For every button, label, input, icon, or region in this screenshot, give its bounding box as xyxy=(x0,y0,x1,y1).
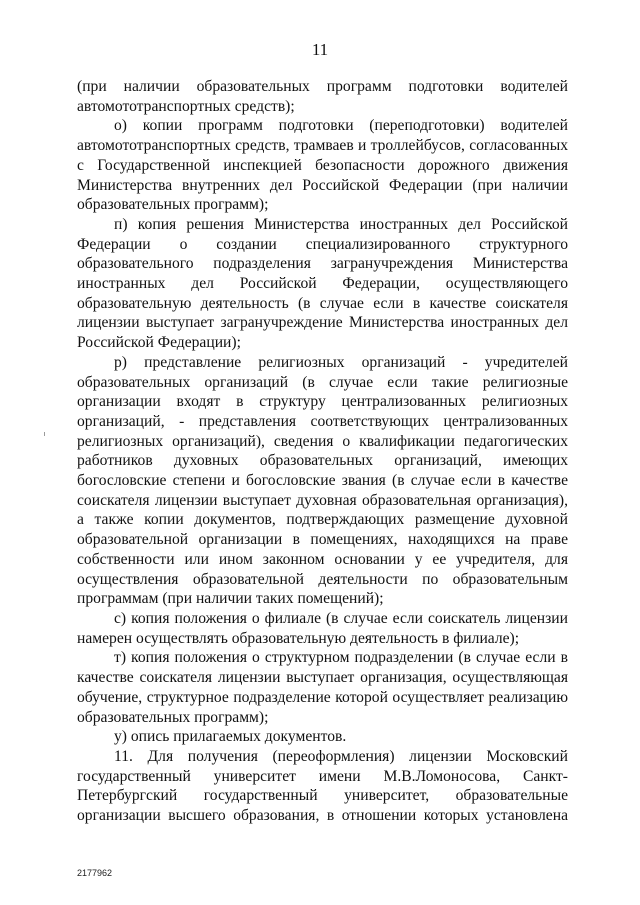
document-code: 2177962 xyxy=(77,868,113,878)
paragraph-item-t: т) копия положения о структурном подразделении (в случае если в качестве соискателя лицензии выступает организация, осуществляющая обучение, структурное подразделение которой осуществляет реализацию образовательных программ); xyxy=(77,649,568,726)
paragraph-item-s: с) копия положения о филиале (в случае если соискатель лицензии намерен осуществлять образовательную деятельность в филиале); xyxy=(77,609,568,647)
document-body xyxy=(77,77,568,826)
margin-mark xyxy=(44,432,45,436)
paragraph-item-r: р) представление религиозных организаций - учредителей образовательных организаций (в случае если такие религиозные организации входят в структуру централизованных религиозных организаций, - представления соответствующих централизованных религиозных организаций), сведения о квалификации педагогических работников духовных образовательных организаций, имеющих богословские степени и богословские звания (в случае если в качестве соискателя лицензии выступает духовная образовательная организация), а также копии документов, подтверждающих размещение духовной образовательной организации в помещениях, находящихся на праве собственности или ином законном основании у ее учредителя, для осуществления образовательной деятельности по образовательным программам (при наличии таких помещений); xyxy=(77,353,568,608)
page-number: 11 xyxy=(311,40,329,59)
paragraph-continuation: (при наличии образовательных программ подготовки водителей автомототранспортных средств); xyxy=(77,78,568,115)
paragraph-clause-11: 11. Для получения (переоформления) лицензии Московский государственный университет имени М.В.Ломоносова, Санкт-Петербургский государственный университет, образовательные организации высшего образования, в отношении которых установлена xyxy=(77,747,568,825)
paragraph-item-u: у) опись прилагаемых документов. xyxy=(114,728,347,746)
paragraph-item-o: о) копии программ подготовки (переподготовки) водителей автомототранспортных средств, трамваев и троллейбусов, согласованных с Государственной инспекцией безопасности дорожного движения Министерства внутренних дел Российской Федерации (при наличии образовательных программ); xyxy=(77,117,568,214)
paragraph-item-p: п) копия решения Министерства иностранных дел Российской Федерации о создании специализированного структурного образовательного подразделения загранучреждения Министерства иностранных дел Российской Федерации, осуществляющего образовательную деятельность (в случае если в качестве соискателя лицензии выступает загранучреждение Министерства иностранных дел Российской Федерации); xyxy=(77,215,568,352)
